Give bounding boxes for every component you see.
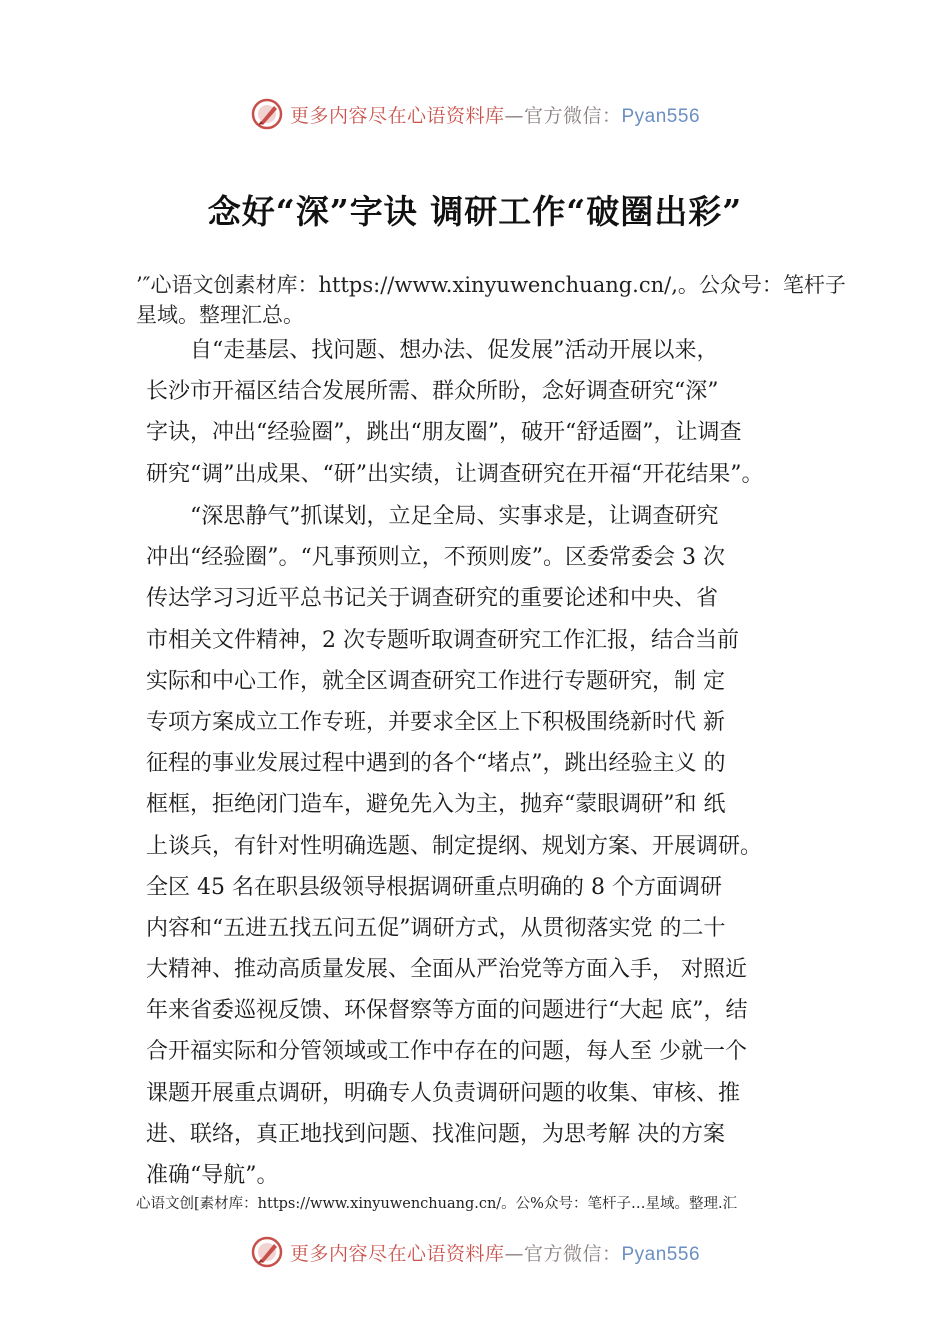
- text-line: 上谈兵，有针对性明确选题、制定提纲、规划方案、开展调研。: [146, 833, 763, 859]
- banner-text: [290, 101, 700, 128]
- banner-brand-text: 更多内容尽在心语资料库: [289, 104, 505, 127]
- text-line: 准确“导航”。: [146, 1163, 279, 1188]
- paragraph-intro: [146, 330, 846, 495]
- text-line: 市相关文件精神，2 次专题听取调查研究工作汇报，结合当前: [146, 627, 739, 653]
- text-line: 框框，拒绝闭门造车，避免先入为主，抛弃“蒙眼调研”和 纸: [146, 792, 726, 818]
- text-line: “深思静气”抓谋划，立足全局、实事求是，让调查研究: [146, 504, 719, 529]
- text-line: 长沙市开福区结合发展所需、群众所盼，念好调查研究“深”: [146, 379, 719, 405]
- footer-banner: [0, 1232, 950, 1272]
- text-line: 传达学习习近平总书记关于调查研究的重要论述和中央、省: [146, 586, 719, 612]
- source-note-top: ’″心语文创素材库：https://www.xinyuwenchuang.cn/,。公众号：笔杆子星域。整理汇总。: [136, 273, 846, 327]
- banner-wechat-label: 官方微信：: [523, 104, 622, 127]
- header-banner: [0, 94, 950, 134]
- text-line: 课题开展重点调研，明确专人负责调研问题的收集、审核、推: [146, 1080, 741, 1106]
- text-line: 进、联络，真正地找到问题、找准问题，为思考解 决的方案: [146, 1121, 725, 1147]
- text-line: 大精神、推动高质量发展、全面从严治党等方面入手， 对照近: [146, 957, 747, 983]
- banner-dash: —: [504, 1242, 524, 1265]
- text-line: 合开福实际和分管领域或工作中存在的问题，每人至 少就一个: [146, 1039, 747, 1065]
- banner-wechat-label: 官方微信：: [523, 1242, 622, 1265]
- pen-nib-icon: [250, 97, 284, 131]
- pen-nib-icon: [250, 1235, 284, 1269]
- banner-text: [290, 1239, 700, 1266]
- text-line: 征程的事业发展过程中遇到的各个“堵点”，跳出经验主义 的: [146, 751, 726, 777]
- banner-dash: —: [504, 104, 524, 127]
- text-line: 研究“调”出成果、“研”出实绩，让调查研究在开福“开花结果”。: [146, 461, 764, 487]
- text-line: 自“走基层、找问题、想办法、促发展”活动开展以来，: [146, 338, 719, 363]
- paragraph-planning: [146, 496, 846, 1196]
- text-line: 实际和中心工作，就全区调查研究工作进行专题研究，制 定: [146, 668, 725, 694]
- text-line: 全区 45 名在职县级领导根据调研重点明确的 8 个方面调研: [146, 874, 722, 900]
- text-line: 年来省委巡视反馈、环保督察等方面的问题进行“大起 底”，结: [146, 998, 748, 1024]
- banner-wechat-id: Pyan556: [621, 1243, 701, 1265]
- text-line: 专项方案成立工作专班，并要求全区上下积极围绕新时代 新: [146, 709, 725, 735]
- text-line: 冲出“经验圈”。“凡事预则立，不预则废”。区委常委会 3 次: [146, 545, 725, 571]
- banner-wechat-id: Pyan556: [621, 105, 701, 127]
- text-line: 字诀，冲出“经验圈”，跳出“朋友圈”，破开“舒适圈”，让调查: [146, 420, 742, 446]
- banner-brand-text: 更多内容尽在心语资料库: [289, 1242, 505, 1265]
- source-note-bottom: 心语文创[素材库：https://www.xinyuwenchuang.cn/。公%众号：笔杆子…星域。整理.汇: [136, 1196, 738, 1212]
- document-title: 念好“深”字诀 调研工作“破圈出彩”: [207, 192, 743, 231]
- text-line: 内容和“五进五找五问五促”调研方式，从贯彻落实党 的二十: [146, 915, 726, 941]
